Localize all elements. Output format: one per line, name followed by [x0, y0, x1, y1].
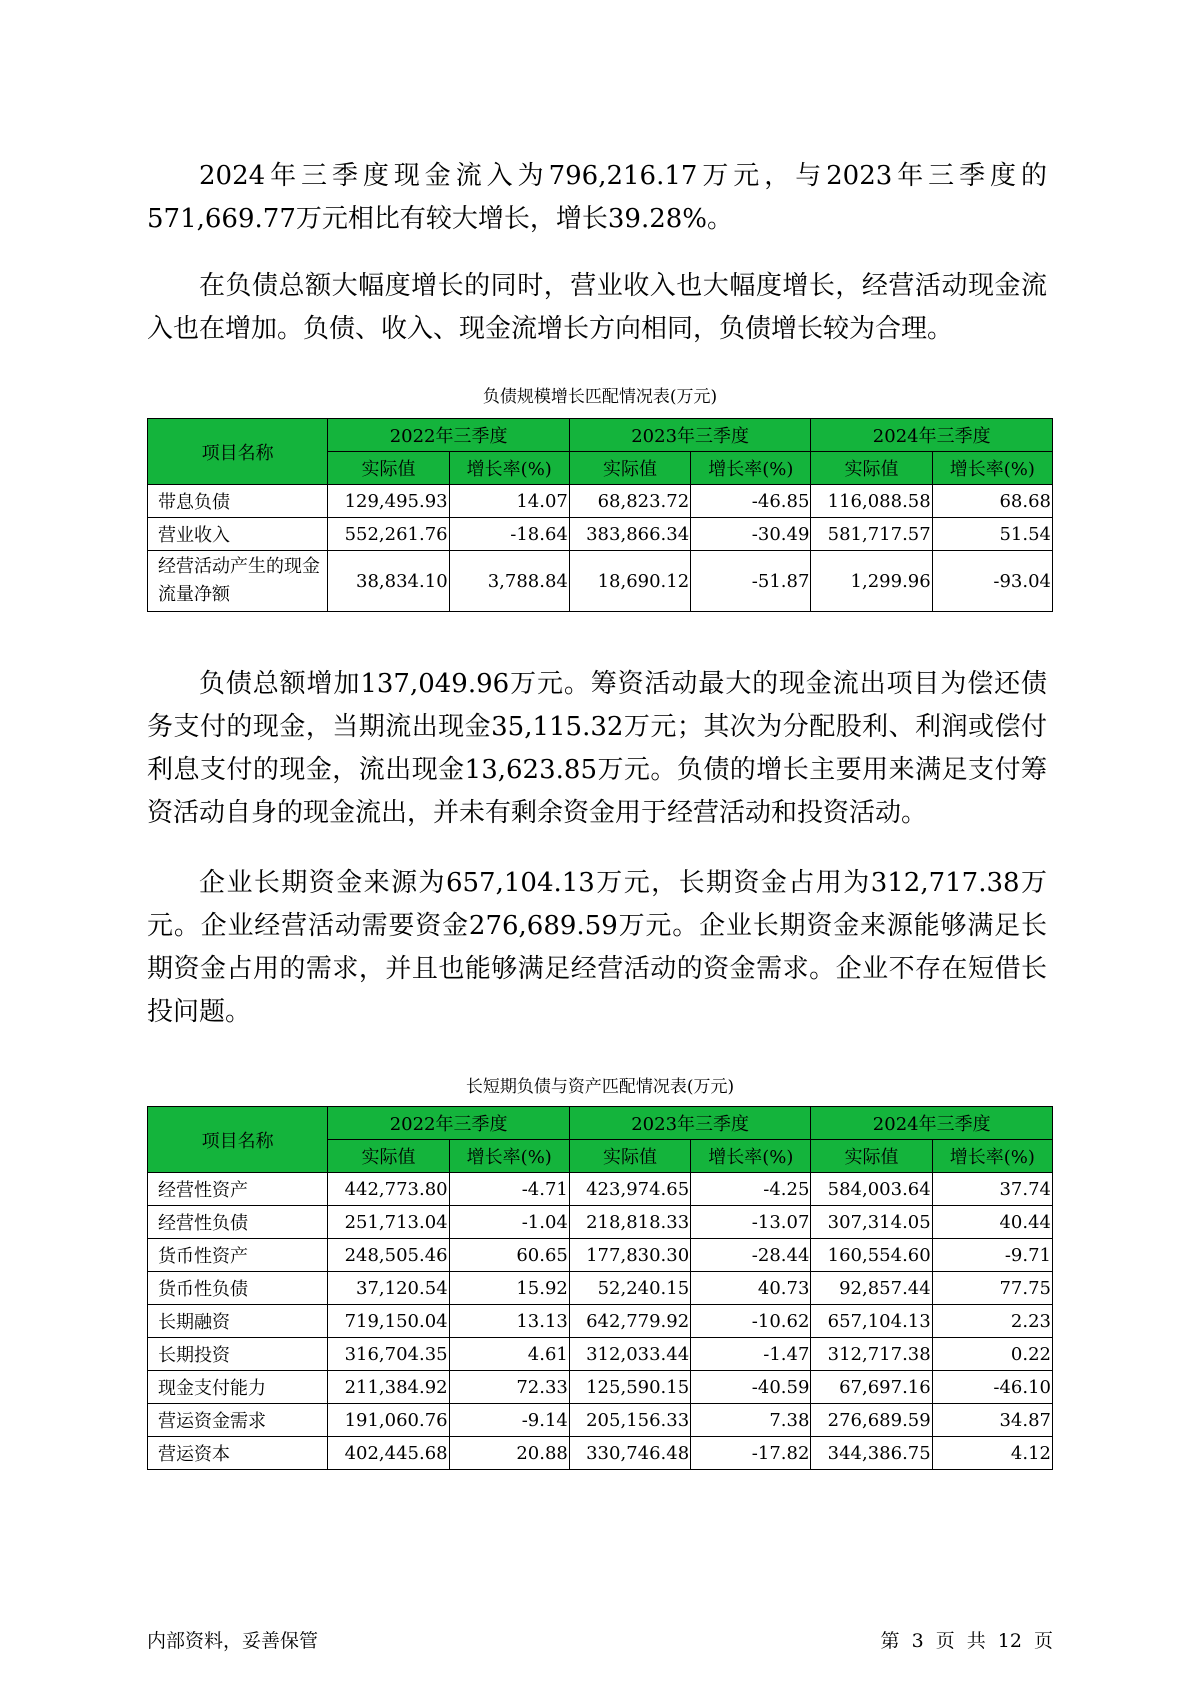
table-row — [148, 551, 1053, 612]
cell-value: -9.14 — [449, 1404, 569, 1437]
cell-value: 402,445.68 — [328, 1437, 449, 1470]
cell-value: 657,104.13 — [811, 1305, 932, 1338]
cell-value: 40.44 — [932, 1206, 1052, 1239]
cell-value: 312,033.44 — [569, 1338, 690, 1371]
header-actual: 实际值 — [569, 452, 690, 485]
cell-value: 4.61 — [449, 1338, 569, 1371]
footer-page-number: 第 3 页 共 12 页 — [880, 1630, 1053, 1652]
cell-value: 7.38 — [691, 1404, 811, 1437]
cell-value: 92,857.44 — [811, 1272, 932, 1305]
header-actual: 实际值 — [811, 452, 932, 485]
header-growth: 增长率(%) — [449, 1140, 569, 1173]
header-period: 2024年三季度 — [811, 1107, 1053, 1140]
cell-value: -93.04 — [932, 551, 1052, 612]
cell-value: 307,314.05 — [811, 1206, 932, 1239]
table-row — [148, 1404, 1053, 1437]
table-row — [148, 485, 1053, 518]
cell-value: 191,060.76 — [328, 1404, 449, 1437]
row-name: 长期融资 — [148, 1305, 328, 1338]
cell-value: 642,779.92 — [569, 1305, 690, 1338]
cell-value: 68.68 — [932, 485, 1052, 518]
cell-value: -1.47 — [691, 1338, 811, 1371]
cell-value: 20.88 — [449, 1437, 569, 1470]
cell-value: 37,120.54 — [328, 1272, 449, 1305]
header-actual: 实际值 — [811, 1140, 932, 1173]
cell-value: 52,240.15 — [569, 1272, 690, 1305]
cell-value: 77.75 — [932, 1272, 1052, 1305]
header-actual: 实际值 — [569, 1140, 690, 1173]
paragraph-cash-inflow: 2024年三季度现金流入为796,216.17万元，与2023年三季度的571,669.77万元相比有较大增长，增长39.28%。 — [147, 161, 1047, 234]
header-growth: 增长率(%) — [691, 1140, 811, 1173]
row-name: 经营活动产生的现金流量净额 — [148, 551, 328, 612]
cell-value: -13.07 — [691, 1206, 811, 1239]
cell-value: 251,713.04 — [328, 1206, 449, 1239]
paragraph-debt-growth: 在负债总额大幅度增长的同时，营业收入也大幅度增长，经营活动现金流入也在增加。负债、收入、现金流增长方向相同，负债增长较为合理。 — [147, 271, 1047, 344]
header-item-name: 项目名称 — [148, 419, 328, 485]
row-name: 营运资本 — [148, 1437, 328, 1470]
header-item-name: 项目名称 — [148, 1107, 328, 1173]
footer-confidential-note: 内部资料，妥善保管 — [147, 1630, 319, 1652]
cell-value: 60.65 — [449, 1239, 569, 1272]
row-name: 营业收入 — [148, 518, 328, 551]
cell-value: 160,554.60 — [811, 1239, 932, 1272]
cell-value: 442,773.80 — [328, 1173, 449, 1206]
cell-value: 584,003.64 — [811, 1173, 932, 1206]
cell-value: -28.44 — [691, 1239, 811, 1272]
header-actual: 实际值 — [328, 452, 449, 485]
cell-value: 37.74 — [932, 1173, 1052, 1206]
cell-value: -46.85 — [691, 485, 811, 518]
cell-value: 211,384.92 — [328, 1371, 449, 1404]
table-row — [148, 1338, 1053, 1371]
cell-value: -10.62 — [691, 1305, 811, 1338]
table-row — [148, 1272, 1053, 1305]
cell-value: -51.87 — [691, 551, 811, 612]
debt-growth-match-table — [147, 418, 1053, 612]
table1-caption: 负债规模增长匹配情况表(万元) — [482, 387, 718, 407]
table2-caption: 长短期负债与资产匹配情况表(万元) — [465, 1077, 735, 1097]
table-row — [148, 518, 1053, 551]
cell-value: -40.59 — [691, 1371, 811, 1404]
cell-value: 14.07 — [449, 485, 569, 518]
row-name: 经营性负债 — [148, 1206, 328, 1239]
cell-value: 276,689.59 — [811, 1404, 932, 1437]
paragraph-financing-outflow: 负债总额增加137,049.96万元。筹资活动最大的现金流出项目为偿还债务支付的现金，当期流出现金35,115.32万元；其次为分配股利、利润或偿付利息支付的现金，流出现金13,623.85万元。负债的增长主要用来满足支付筹资活动自身的现金流出，并未有剩余资金用于经营活动和投资活动。 — [147, 669, 1047, 828]
cell-value: 330,746.48 — [569, 1437, 690, 1470]
row-name: 现金支付能力 — [148, 1371, 328, 1404]
table-row — [148, 1173, 1053, 1206]
row-name: 经营性资产 — [148, 1173, 328, 1206]
header-period: 2023年三季度 — [569, 1107, 811, 1140]
table-header-row — [148, 1107, 1053, 1140]
cell-value: 3,788.84 — [449, 551, 569, 612]
cell-value: 2.23 — [932, 1305, 1052, 1338]
row-name: 长期投资 — [148, 1338, 328, 1371]
cell-value: 18,690.12 — [569, 551, 690, 612]
header-period: 2022年三季度 — [328, 1107, 570, 1140]
cell-value: -46.10 — [932, 1371, 1052, 1404]
cell-value: 218,818.33 — [569, 1206, 690, 1239]
header-growth: 增长率(%) — [449, 452, 569, 485]
table-header-row — [148, 419, 1053, 452]
cell-value: 1,299.96 — [811, 551, 932, 612]
cell-value: -1.04 — [449, 1206, 569, 1239]
cell-value: 13.13 — [449, 1305, 569, 1338]
cell-value: 344,386.75 — [811, 1437, 932, 1470]
header-growth: 增长率(%) — [932, 1140, 1052, 1173]
cell-value: 205,156.33 — [569, 1404, 690, 1437]
cell-value: 129,495.93 — [328, 485, 449, 518]
table-row — [148, 1239, 1053, 1272]
cell-value: -4.71 — [449, 1173, 569, 1206]
header-actual: 实际值 — [328, 1140, 449, 1173]
header-period: 2023年三季度 — [569, 419, 811, 452]
cell-value: 125,590.15 — [569, 1371, 690, 1404]
row-name: 货币性负债 — [148, 1272, 328, 1305]
cell-value: 383,866.34 — [569, 518, 690, 551]
cell-value: 116,088.58 — [811, 485, 932, 518]
cell-value: -4.25 — [691, 1173, 811, 1206]
cell-value: 312,717.38 — [811, 1338, 932, 1371]
cell-value: 581,717.57 — [811, 518, 932, 551]
row-name: 营运资金需求 — [148, 1404, 328, 1437]
cell-value: 316,704.35 — [328, 1338, 449, 1371]
cell-value: 719,150.04 — [328, 1305, 449, 1338]
paragraph-long-term-funds: 企业长期资金来源为657,104.13万元，长期资金占用为312,717.38万元。企业经营活动需要资金276,689.59万元。企业长期资金来源能够满足长期资金占用的需求，并且也能够满足经营活动的资金需求。企业不存在短借长投问题。 — [147, 868, 1047, 1027]
header-period: 2024年三季度 — [811, 419, 1053, 452]
cell-value: -17.82 — [691, 1437, 811, 1470]
debt-asset-match-table — [147, 1106, 1053, 1470]
cell-value: 34.87 — [932, 1404, 1052, 1437]
cell-value: 248,505.46 — [328, 1239, 449, 1272]
cell-value: 15.92 — [449, 1272, 569, 1305]
row-name: 带息负债 — [148, 485, 328, 518]
table-row — [148, 1437, 1053, 1470]
header-growth: 增长率(%) — [932, 452, 1052, 485]
row-name: 货币性资产 — [148, 1239, 328, 1272]
cell-value: 68,823.72 — [569, 485, 690, 518]
cell-value: 40.73 — [691, 1272, 811, 1305]
cell-value: -30.49 — [691, 518, 811, 551]
cell-value: 38,834.10 — [328, 551, 449, 612]
cell-value: 177,830.30 — [569, 1239, 690, 1272]
cell-value: 552,261.76 — [328, 518, 449, 551]
cell-value: 0.22 — [932, 1338, 1052, 1371]
cell-value: -18.64 — [449, 518, 569, 551]
table-row — [148, 1371, 1053, 1404]
header-growth: 增长率(%) — [691, 452, 811, 485]
cell-value: 72.33 — [449, 1371, 569, 1404]
cell-value: 51.54 — [932, 518, 1052, 551]
table-row — [148, 1305, 1053, 1338]
cell-value: 423,974.65 — [569, 1173, 690, 1206]
header-period: 2022年三季度 — [328, 419, 570, 452]
cell-value: 4.12 — [932, 1437, 1052, 1470]
cell-value: -9.71 — [932, 1239, 1052, 1272]
table-row — [148, 1206, 1053, 1239]
cell-value: 67,697.16 — [811, 1371, 932, 1404]
